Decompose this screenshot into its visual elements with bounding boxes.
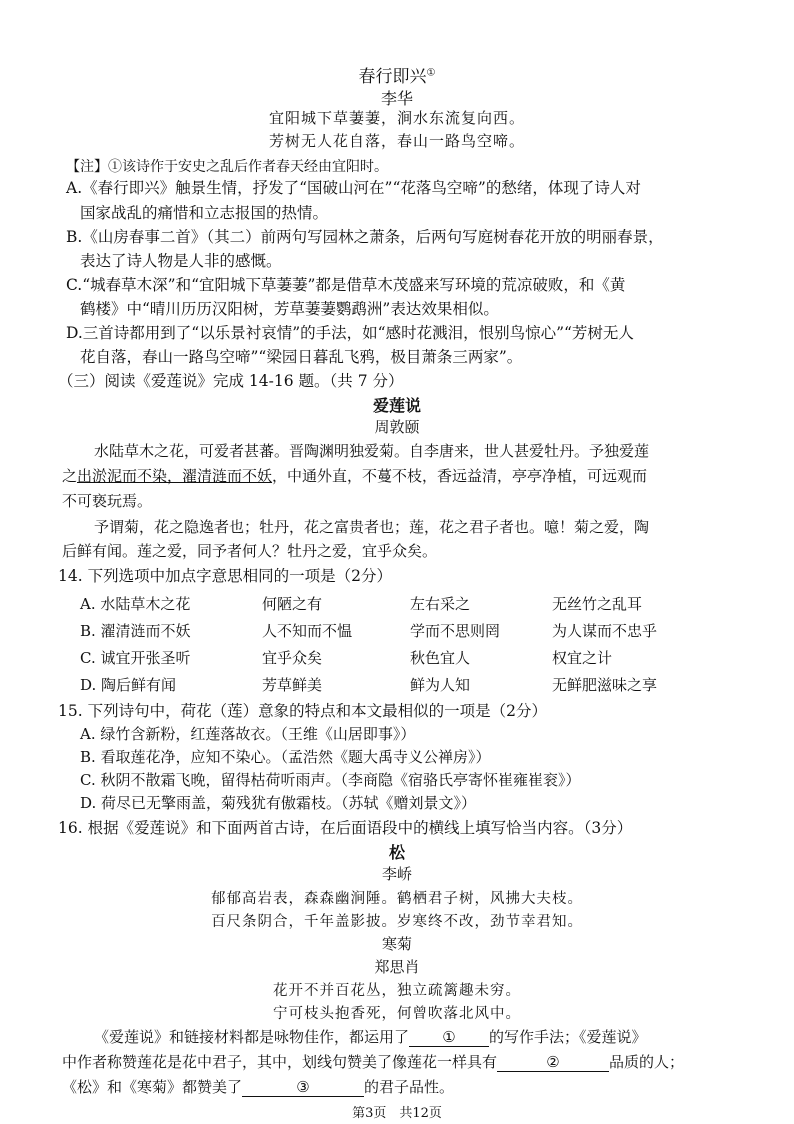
- poem-author: 李华: [380, 89, 413, 108]
- q14-a-2: 左右采之: [410, 595, 471, 613]
- q14-d-1: 芳草鲜美: [262, 676, 323, 694]
- option-a-line2: 国家战乱的痛惜和立志报国的热情。: [80, 204, 329, 222]
- q15-option-b: B. 看取莲花净，应知不染心。（孟浩然《题大禹寺义公禅房》）: [80, 748, 491, 766]
- essay-title: 爱莲说: [372, 396, 421, 415]
- option-a-line1: A.《春行即兴》触景生情，抒发了“国破山河在”“花落鸟空啼”的愁绪，体现了诗人对: [66, 179, 641, 197]
- q14-c-2: 秋色宜人: [410, 649, 471, 667]
- q15-option-a: A. 绿竹含新粉，红莲落故衣。（王维《山居即事》）: [80, 725, 416, 743]
- page-footer: 第3页 共12页: [352, 1106, 442, 1121]
- poem-title: 春行即兴①: [358, 67, 436, 87]
- option-d-line2: 花自落，春山一路鸟空啼”“梁园日暮乱飞鸦，极目萧条三两家”。: [80, 348, 523, 366]
- q14-a-3: 无丝竹之乱耳: [552, 595, 643, 613]
- essay-p2-line2: 后鲜有闻。莲之爱，同予者何人？牡丹之爱，宜乎众矣。: [62, 542, 438, 560]
- q15-option-d: D. 荷尽已无擎雨盖，菊残犹有傲霜枝。（苏轼《赠刘景文》）: [80, 794, 477, 812]
- chrysanthemum-poem-author: 郑思肖: [374, 958, 420, 976]
- poem-note: 【注】①该诗作于安史之乱后作者春天经由宜阳时。: [66, 159, 388, 175]
- option-c-line1: C.“城春草木深”和“宜阳城下草萋萋”都是借草木茂盛来写环境的荒凉破败，和《黄: [66, 276, 626, 294]
- poem-line-2: 芳树无人花自落，春山一路鸟空啼。: [268, 132, 525, 150]
- essay-p1-line1: 水陆草木之花，可爱者甚蕃。晋陶渊明独爱菊。自李唐来，世人甚爱牡丹。予独爱莲: [94, 442, 650, 460]
- fill-line-2: 中作者称赞莲花是花中君子，其中，划线句赞美了像莲花一样具有 ② 品质的人；: [62, 1053, 685, 1071]
- chrysanthemum-poem-line-1: 花开不并百花丛，独立疏篱趣未穷。: [273, 983, 521, 999]
- q14-c-3: 权宜之计: [552, 649, 613, 667]
- essay-p1-line2: 之出淤泥而不染，濯清涟而不妖，中通外直，不蔓不枝，香远益清，亭亭净植，可远观而: [62, 467, 648, 485]
- q14-stem: 14. 下列选项中加点字意思相同的一项是（2分）: [58, 567, 392, 585]
- underlined-sentence: 出淤泥而不染，濯清涟而不妖: [77, 467, 273, 485]
- option-b-line1: B.《山房春事二首》（其二）前两句写园林之萧条，后两句写庭树春花开放的明丽春景，: [66, 228, 664, 246]
- blank-2[interactable]: ②: [497, 1053, 609, 1072]
- essay-p2-line1: 予谓菊，花之隐逸者也；牡丹，花之富贵者也；莲，花之君子者也。噫！菊之爱，陶: [94, 518, 650, 536]
- q14-d-3: 无鲜肥滋味之享: [552, 676, 658, 694]
- q16-stem: 16. 根据《爱莲说》和下面两首古诗，在后面语段中的横线上填写恰当内容。（3分）: [58, 819, 633, 837]
- q15-option-c: C. 秋阴不散霜飞晚，留得枯荷听雨声。（李商隐《宿骆氏亭寄怀崔雍崔衮》）: [80, 771, 581, 789]
- fill-line-3: 《松》和《寒菊》都赞美了 ③ 的君子品性。: [62, 1078, 455, 1096]
- q14-c-label: C. 诚宜开张圣听: [80, 649, 191, 667]
- pine-poem-line-2: 百尺条阴合，千年盖影披。岁寒终不改，劲节幸君知。: [211, 914, 583, 930]
- q14-a-1: 何陋之有: [262, 595, 323, 613]
- q14-d-2: 鲜为人知: [410, 676, 471, 694]
- option-c-line2: 鹤楼》中“晴川历历汉阳树，芳草萋萋鹦鹉洲”表达效果相似。: [80, 300, 499, 318]
- chrysanthemum-poem-line-2: 宁可枝头抱香死，何曾吹落北风中。: [273, 1006, 521, 1022]
- chrysanthemum-poem-title: 寒菊: [381, 935, 412, 953]
- option-d-line1: D.三首诗都用到了“以乐景衬哀情”的手法，如“感时花溅泪，恨别鸟惊心”“芳树无人: [66, 324, 634, 342]
- blank-3[interactable]: ③: [242, 1078, 364, 1097]
- q14-d-label: D. 陶后鲜有闻: [80, 676, 177, 694]
- option-b-line2: 表达了诗人物是人非的感慨。: [80, 252, 282, 270]
- fill-line-1: 《爱莲说》和链接材料都是咏物佳作，都运用了 ① 的写作手法；《爱莲说》: [94, 1028, 647, 1046]
- pine-poem-author: 李峤: [381, 865, 412, 883]
- pine-poem-title: 松: [388, 843, 405, 862]
- blank-1[interactable]: ①: [409, 1028, 489, 1047]
- q14-b-3: 为人谋而不忠乎: [552, 622, 658, 640]
- q14-b-2: 学而不思则罔: [410, 622, 501, 640]
- q14-b-1: 人不知而不愠: [262, 622, 353, 640]
- poem-line-1: 宜阳城下草萋萋，涧水东流复向西。: [268, 109, 525, 127]
- essay-p1-line3: 不可亵玩焉。: [62, 492, 153, 510]
- q14-b-label: B. 濯清涟而不妖: [80, 622, 191, 640]
- q15-stem: 15. 下列诗句中，荷花（莲）意象的特点和本文最相似的一项是（2分）: [58, 702, 547, 720]
- q14-a-label: A. 水陆草木之花: [80, 595, 191, 613]
- q14-c-1: 宜乎众矣: [262, 649, 323, 667]
- section-heading: （三）阅读《爱莲说》完成 14-16 题。（共 7 分）: [58, 372, 404, 390]
- pine-poem-line-1: 郁郁高岩表，森森幽涧陲。鹤栖君子树，风拂大夫枝。: [211, 891, 583, 907]
- essay-author: 周敦颐: [374, 418, 420, 436]
